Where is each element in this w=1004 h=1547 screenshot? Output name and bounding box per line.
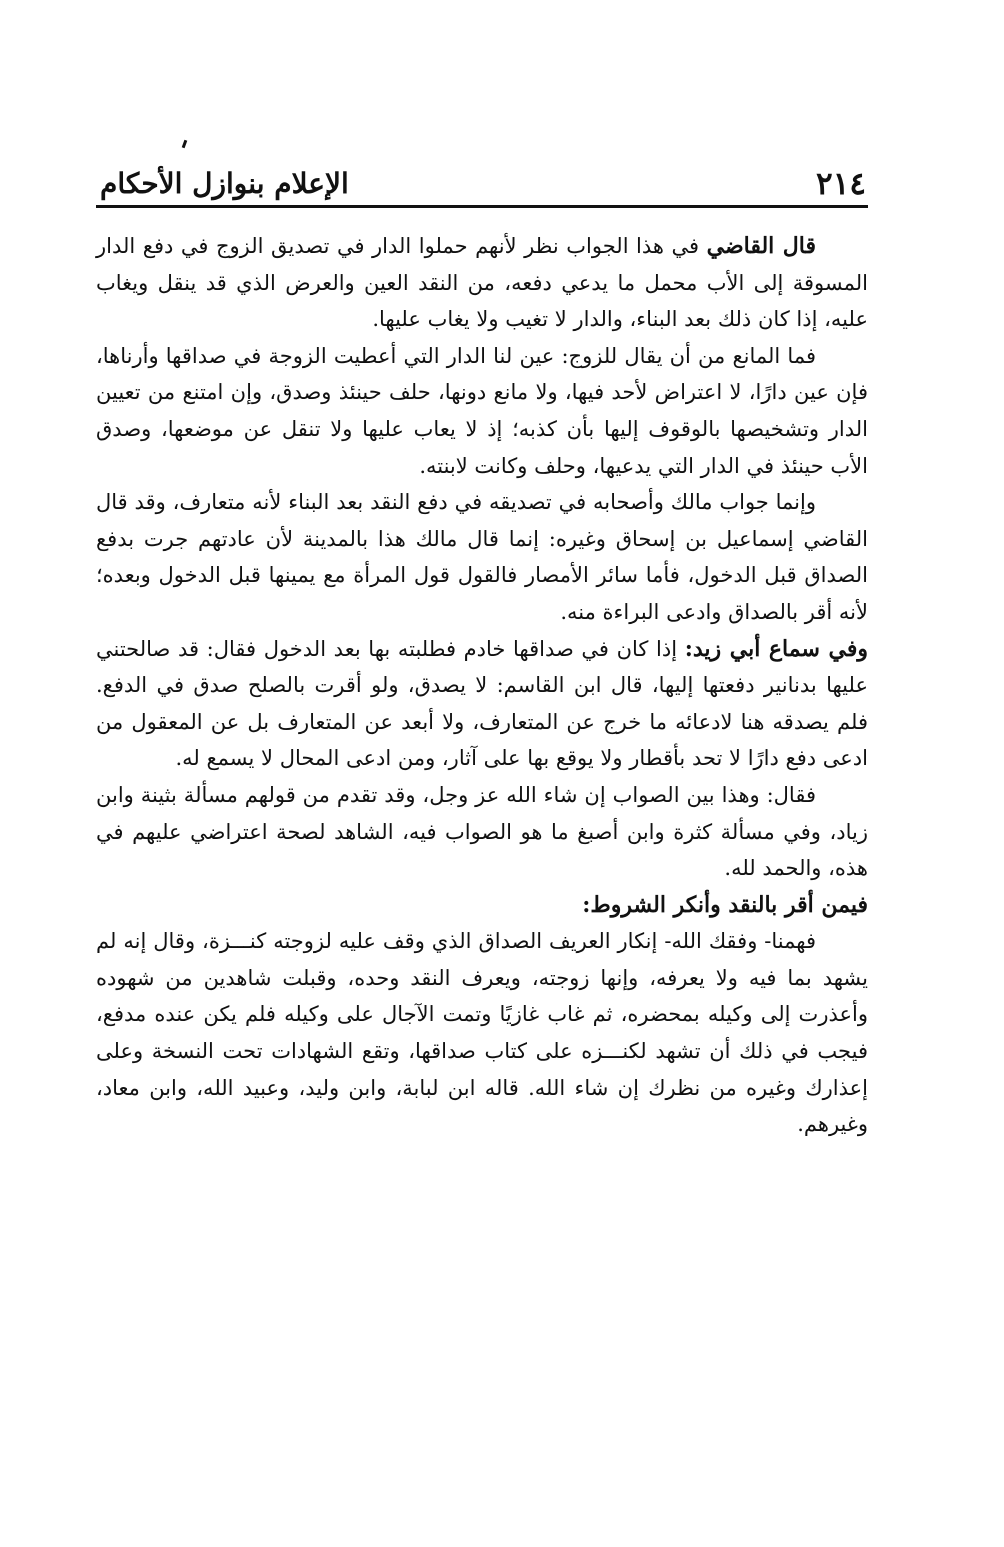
- header-divider: [96, 205, 868, 208]
- page-number: ٢١٤: [816, 166, 866, 202]
- paragraph-lead: وفي سماع أبي زيد:: [684, 635, 868, 662]
- paragraph: [96, 923, 868, 1143]
- paragraph-text: إذا كان في صداقها خادم فطلبته بها بعد الدخول فقال: قد صالحتني عليها بدنانير دفعتها إليها، قال ابن القاسم: لا يصدق، ولو أقرت بالصلح صدق في الدفع. فلم يصدقه هنا لادعائه ما خرج عن المتعارف، ولا أبعد عن المتعارف بل عن المعقول من ادعى دفع دارًا لا تحد بأقطار ولا يوقع بها على آثار، ومن ادعى المحال لا يسمع له.: [96, 636, 868, 771]
- paragraph-text: فهمنا- وفقك الله- إنكار العريف الصداق الذي وقف عليه لزوجته كنـــزة، وقال إنه لم يشهد بما فيه ولا يعرفه، وإنها زوجته، ويعرف النقد وحده، وقبلت شاهدين من شهوده وأعذرت إلى وكيله بمحضره، ثم غاب غازيًا وتمت الآجال على وكيله فلم يكن عنده مدفع، فيجب في ذلك أن تشهد لكنـــزه على كتاب صداقها، وتقع الشهادات تحت النسخة وعلى إعذارك وغيره من نظرك إن شاء الله. قاله ابن لبابة، وابن وليد، وعبيد الله، وابن معاد، وغيرهم.: [96, 929, 868, 1137]
- paragraph-text: فقال: وهذا بين الصواب إن شاء الله عز وجل، وقد تقدم من قولهم مسألة بثينة وابن زياد، وفي مسألة كثرة وابن أصبغ ما هو الصواب فيه، الشاهد لصحة اعتراضي عليهم في هذه، والحمد لله.: [96, 782, 868, 881]
- book-title: الإعلام بنوازل الأحكام: [100, 167, 349, 200]
- paragraph-text: فما المانع من أن يقال للزوج: عين لنا الدار التي أعطيت الزوجة في صداقها وأرناها، فإن عين دارًا، لا اعتراض لأحد فيها، ولا مانع دونها، حلف حينئذ وصدق، وإن امتنع من تعيين الدار وتشخيصها بالوقوف إليها بأن كذبه؛ إذ لا يعاب عليها ولا تنقل عن موضعها، وصدق الأب حينئذ في الدار التي يدعيها، وحلف وكانت لابنته.: [96, 343, 868, 478]
- paragraph: [96, 484, 868, 630]
- paragraph-text: في هذا الجواب نظر لأنهم حملوا الدار في تصديق الزوج في دفع الدار المسوقة إلى الأب محمل ما يدعي دفعه، من النقد العين والعرض الذي قد ينقل ويغاب عليه، إذا كان ذلك بعد البناء، والدار لا تغيب ولا يغاب عليها.: [96, 234, 868, 332]
- ink-mark: [182, 140, 188, 149]
- page-header: [100, 160, 866, 202]
- paragraph: [96, 631, 868, 777]
- paragraph: [96, 228, 868, 338]
- paragraph-lead: قال القاضي: [706, 233, 816, 259]
- section-heading: فيمن أقر بالنقد وأنكر الشروط:: [582, 891, 868, 918]
- paragraph-text: وإنما جواب مالك وأصحابه في تصديقه في دفع النقد بعد البناء لأنه متعارف، وقد قال القاضي إسماعيل بن إسحاق وغيره: إنما قال مالك هذا بالمدينة لأن عادتهم جرت بدفع الصداق قبل الدخول، فأما سائر الأمصار فالقول قول المرأة مع يمينها قبل الدخول وبعده؛ لأنه أقر بالصداق وادعى البراءة منه.: [96, 490, 868, 624]
- paragraph: [96, 338, 868, 484]
- body-text: [96, 228, 868, 1143]
- paragraph: [96, 777, 868, 887]
